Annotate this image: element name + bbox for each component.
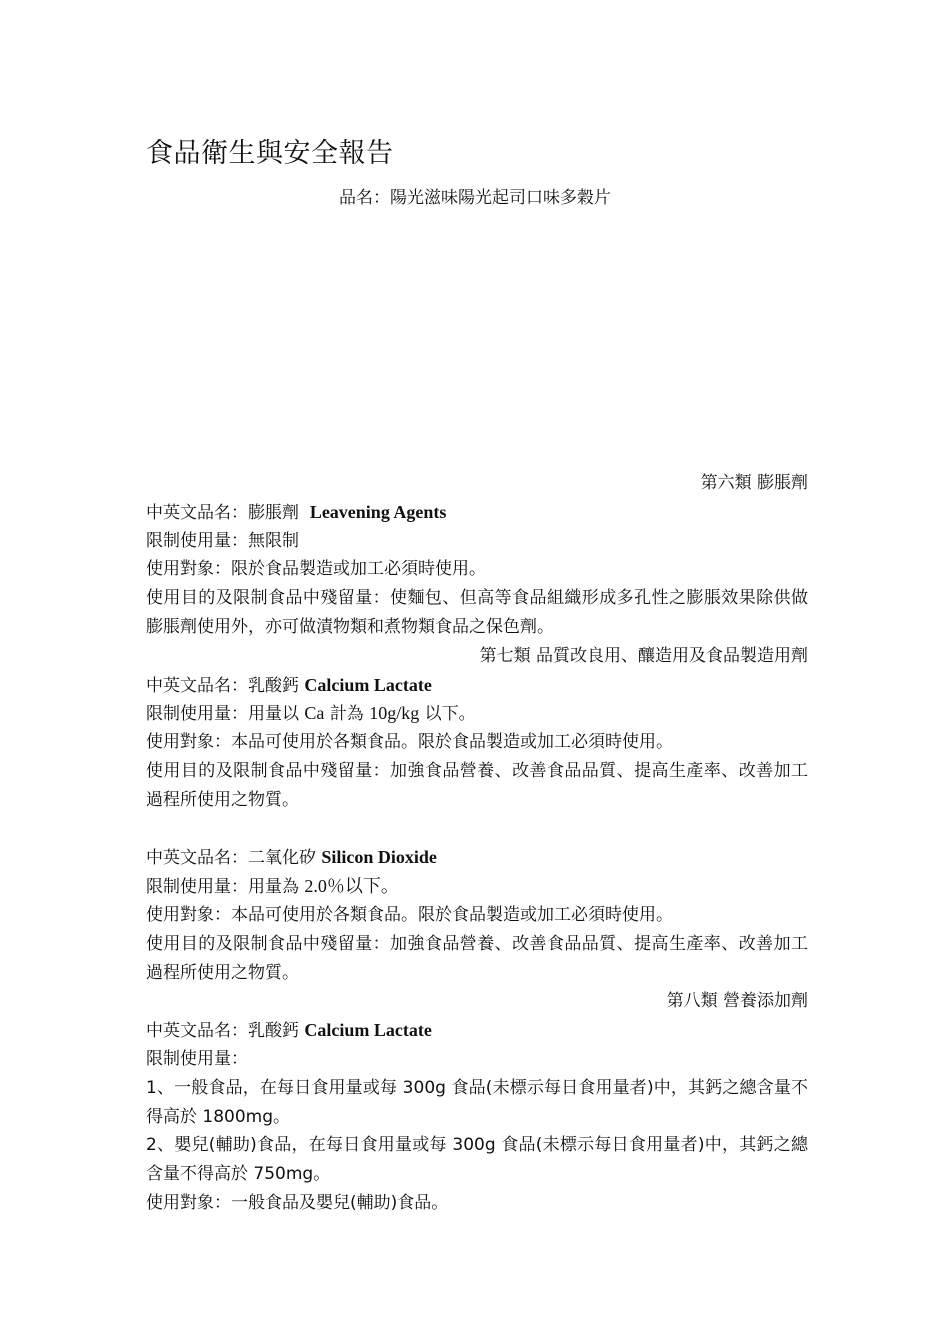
section-6-limit: 限制使用量：無限制 bbox=[146, 530, 299, 551]
section-7-item2-limit bbox=[146, 872, 808, 901]
section-7-item1-limit bbox=[146, 699, 808, 728]
section-7-item1-target: 使用對象：本品可使用於各類食品。限於食品製造或加工必須時使用。 bbox=[146, 732, 673, 753]
limit-value: 10g/kg bbox=[369, 703, 420, 724]
section-8-name-label: 中英文品名：乳酸鈣 bbox=[146, 1021, 299, 1042]
section-8-target: 使用對象：一般食品及嬰兒(輔助)食品。 bbox=[146, 1192, 449, 1213]
limit-text: 限制使用量：用量以 bbox=[146, 704, 299, 725]
section-6-heading: 第六類 膨脹劑 bbox=[700, 473, 808, 493]
section-7-item1-name-en: Calcium Lactate bbox=[304, 674, 432, 695]
document-body bbox=[146, 469, 808, 1218]
section-8-rule-1: 1、一般食品，在每日食用量或每 300g 食品(未標示每日食用量者)中，其鈣之總含量不得高於 1800mg。 bbox=[146, 1077, 808, 1127]
section-7-item2-name-en: Silicon Dioxide bbox=[321, 847, 437, 868]
limit-text: 限制使用量：用量為 bbox=[146, 877, 299, 898]
section-6-name-en: Leavening Agents bbox=[309, 501, 447, 522]
section-7-item2-name bbox=[146, 843, 808, 872]
section-7-item2-target: 使用對象：本品可使用於各類食品。限於食品製造或加工必須時使用。 bbox=[146, 904, 673, 925]
section-6-target: 使用對象：限於食品製造或加工必須時使用。 bbox=[146, 559, 486, 580]
section-8-limit: 限制使用量： bbox=[146, 1048, 248, 1069]
section-7-heading: 第七類 品質改良用、釀造用及食品製造用劑 bbox=[479, 645, 808, 666]
limit-text: 以下。 bbox=[424, 704, 476, 725]
section-6-name-label: 中英文品名：膨脹劑 bbox=[146, 502, 299, 523]
limit-value: 2.0％以下。 bbox=[304, 876, 399, 897]
limit-text: 計為 bbox=[329, 704, 364, 725]
section-7-item2-purpose: 使用目的及限制食品中殘留量：加強食品營養、改善食品品質、提高生產率、改善加工過程所使用之物質。 bbox=[146, 933, 808, 983]
section-8-rule-2: 2、嬰兒(輔助)食品，在每日食用量或每 300g 食品(未標示每日食用量者)中，其鈣之總含量不得高於 750mg。 bbox=[146, 1135, 808, 1185]
section-7-item2-name-label: 中英文品名：二氧化矽 bbox=[146, 848, 316, 869]
limit-element: Ca bbox=[304, 703, 325, 724]
section-6-purpose: 使用目的及限制食品中殘留量：使麵包、但高等食品組織形成多孔性之膨脹效果除供做膨脹劑使用外，亦可做漬物類和煮物類食品之保色劑。 bbox=[146, 588, 808, 637]
section-7-item1-purpose: 使用目的及限制食品中殘留量：加強食品營養、改善食品品質、提高生產率、改善加工過程所使用之物質。 bbox=[146, 760, 808, 810]
section-8-name-en: Calcium Lactate bbox=[304, 1020, 432, 1041]
product-name: 品名：陽光滋味陽光起司口味多穀片 bbox=[339, 188, 611, 208]
section-7-item1-name-label: 中英文品名：乳酸鈣 bbox=[146, 675, 299, 696]
spacer bbox=[146, 815, 808, 844]
document-title: 食品衛生與安全報告 bbox=[146, 138, 394, 169]
section-6-name bbox=[146, 498, 808, 527]
section-8-heading: 第八類 營養添加劑 bbox=[666, 991, 808, 1012]
section-8-name bbox=[146, 1016, 808, 1045]
section-7-item1-name bbox=[146, 671, 808, 700]
